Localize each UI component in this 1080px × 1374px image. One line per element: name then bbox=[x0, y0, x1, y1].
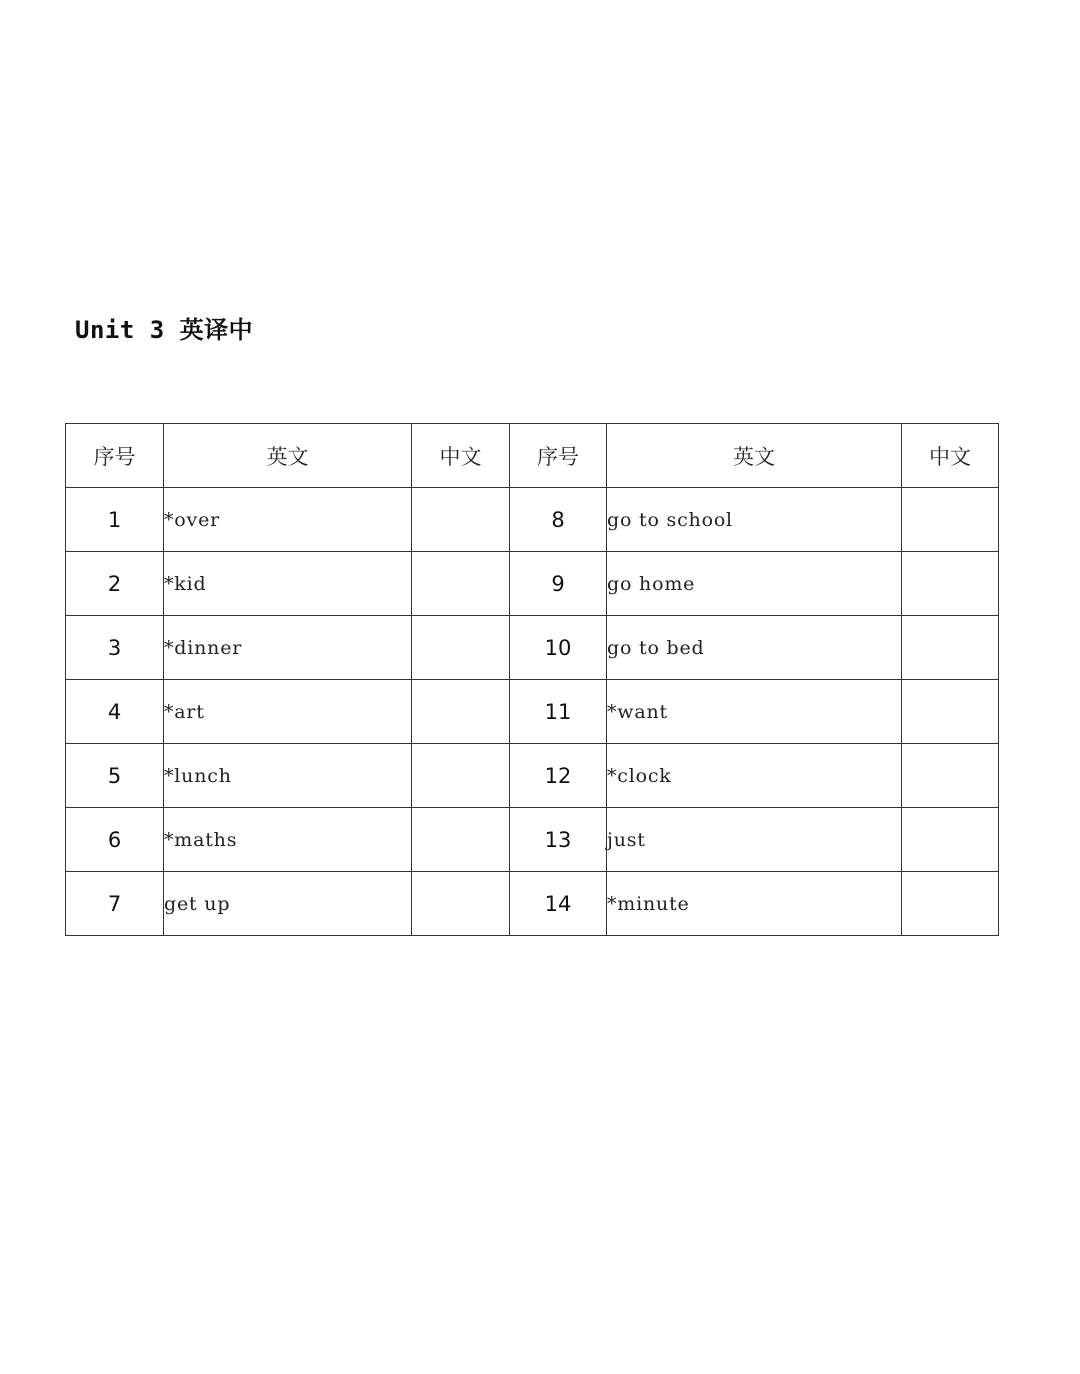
english-word: *dinner bbox=[164, 616, 412, 680]
chinese-answer-cell[interactable] bbox=[902, 552, 999, 616]
header-number-right: 序号 bbox=[510, 424, 607, 488]
item-number: 6 bbox=[66, 808, 164, 872]
chinese-answer-cell[interactable] bbox=[412, 872, 510, 936]
header-chinese-right: 中文 bbox=[902, 424, 999, 488]
english-word: *maths bbox=[164, 808, 412, 872]
chinese-answer-cell[interactable] bbox=[902, 680, 999, 744]
item-number: 4 bbox=[66, 680, 164, 744]
chinese-answer-cell[interactable] bbox=[412, 488, 510, 552]
english-word: just bbox=[607, 808, 902, 872]
header-english-left: 英文 bbox=[164, 424, 412, 488]
chinese-answer-cell[interactable] bbox=[412, 616, 510, 680]
english-word: *art bbox=[164, 680, 412, 744]
table-header-row bbox=[66, 424, 999, 488]
item-number: 13 bbox=[510, 808, 607, 872]
english-word: *want bbox=[607, 680, 902, 744]
english-word: *kid bbox=[164, 552, 412, 616]
english-word: go home bbox=[607, 552, 902, 616]
page-title: Unit 3 英译中 bbox=[75, 316, 254, 344]
header-number-left: 序号 bbox=[66, 424, 164, 488]
english-word: get up bbox=[164, 872, 412, 936]
item-number: 14 bbox=[510, 872, 607, 936]
chinese-answer-cell[interactable] bbox=[902, 616, 999, 680]
table-row bbox=[66, 872, 999, 936]
chinese-answer-cell[interactable] bbox=[902, 872, 999, 936]
item-number: 10 bbox=[510, 616, 607, 680]
table-row bbox=[66, 552, 999, 616]
chinese-answer-cell[interactable] bbox=[412, 808, 510, 872]
item-number: 5 bbox=[66, 744, 164, 808]
english-word: *over bbox=[164, 488, 412, 552]
item-number: 7 bbox=[66, 872, 164, 936]
item-number: 2 bbox=[66, 552, 164, 616]
chinese-answer-cell[interactable] bbox=[902, 744, 999, 808]
chinese-answer-cell[interactable] bbox=[902, 808, 999, 872]
chinese-answer-cell[interactable] bbox=[412, 744, 510, 808]
table-row bbox=[66, 616, 999, 680]
item-number: 12 bbox=[510, 744, 607, 808]
chinese-answer-cell[interactable] bbox=[902, 488, 999, 552]
table-row bbox=[66, 808, 999, 872]
item-number: 9 bbox=[510, 552, 607, 616]
table-row bbox=[66, 680, 999, 744]
item-number: 8 bbox=[510, 488, 607, 552]
item-number: 1 bbox=[66, 488, 164, 552]
header-chinese-left: 中文 bbox=[412, 424, 510, 488]
table-row bbox=[66, 744, 999, 808]
vocabulary-table bbox=[65, 423, 999, 936]
english-word: go to bed bbox=[607, 616, 902, 680]
table-row bbox=[66, 488, 999, 552]
english-word: *clock bbox=[607, 744, 902, 808]
header-english-right: 英文 bbox=[607, 424, 902, 488]
chinese-answer-cell[interactable] bbox=[412, 680, 510, 744]
english-word: go to school bbox=[607, 488, 902, 552]
item-number: 11 bbox=[510, 680, 607, 744]
item-number: 3 bbox=[66, 616, 164, 680]
english-word: *lunch bbox=[164, 744, 412, 808]
chinese-answer-cell[interactable] bbox=[412, 552, 510, 616]
english-word: *minute bbox=[607, 872, 902, 936]
